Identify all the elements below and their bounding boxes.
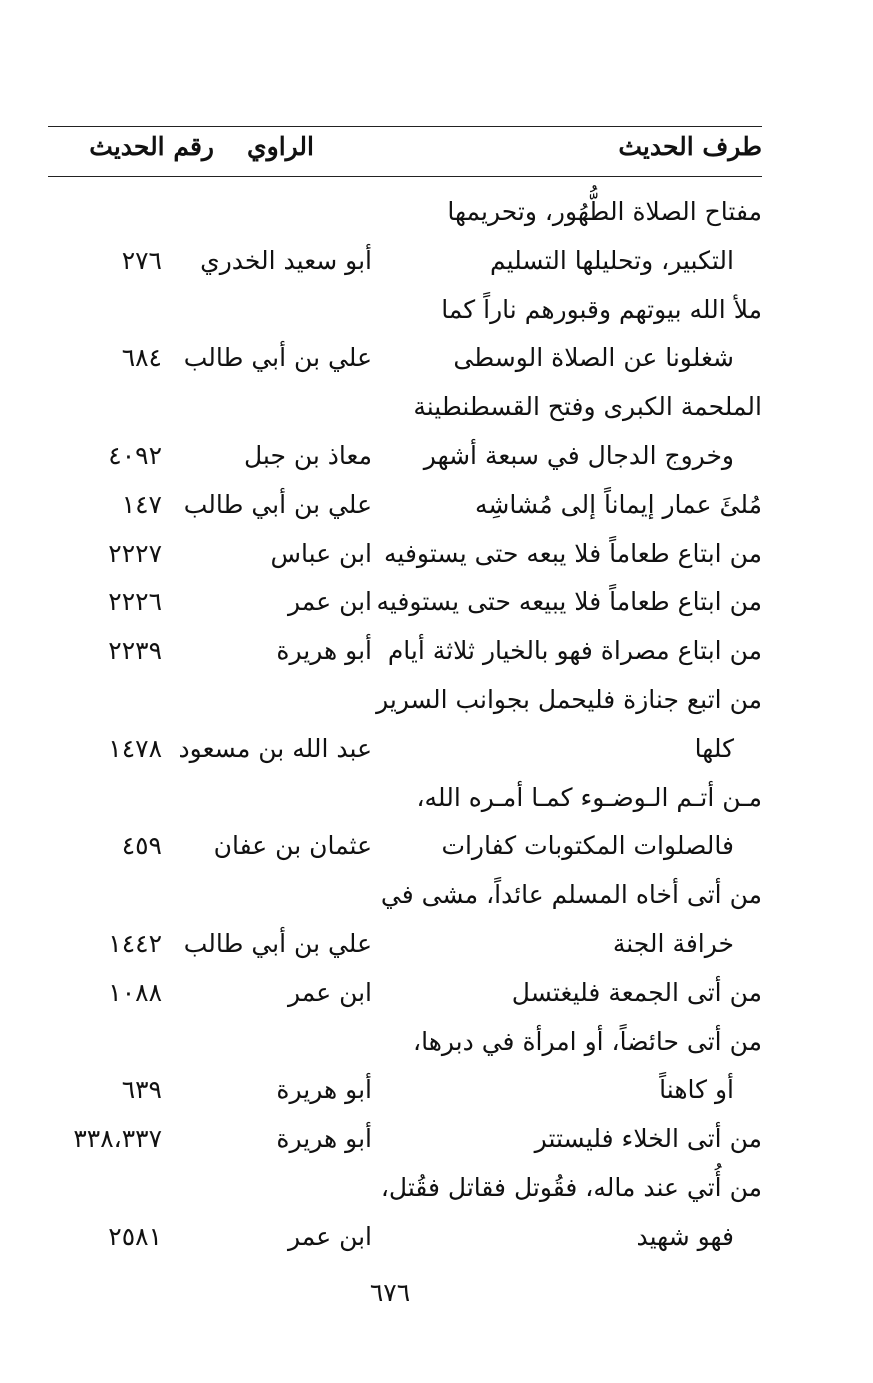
hadith-text: من أتى حائضاً، أو امرأة في دبرها، <box>413 1026 762 1056</box>
hadith-number: ٣٣٨،٣٣٧ <box>73 1124 162 1154</box>
header-number: رقم الحديث <box>89 132 214 161</box>
hadith-text: شغلونا عن الصلاة الوسطى <box>453 343 734 373</box>
table-row <box>48 188 762 237</box>
table-row <box>48 1164 762 1213</box>
narrator-name: أبو هريرة <box>276 636 372 666</box>
hadith-number: ١٠٨٨ <box>108 977 162 1007</box>
hadith-text: مـن أتـم الـوضـوء كمـا أمـره الله، <box>416 782 762 812</box>
hadith-number: ٢٥٨١ <box>108 1221 162 1251</box>
hadith-text: من أتى أخاه المسلم عائداً، مشى في <box>380 880 762 910</box>
table-row <box>48 1115 762 1164</box>
narrator-name: علي بن أبي طالب <box>183 928 372 958</box>
hadith-text: فهو شهيد <box>636 1221 734 1251</box>
hadith-text: وخروج الدجال في سبعة أشهر <box>423 440 734 470</box>
page-number: ٦٧٦ <box>369 1278 411 1307</box>
narrator-name: عبد الله بن مسعود <box>178 733 372 763</box>
hadith-number: ١٤٧ <box>121 489 162 519</box>
hadith-number: ٤٠٩٢ <box>108 440 162 470</box>
table-row <box>48 774 762 823</box>
table-row <box>48 871 762 920</box>
hadith-text: أو كاهناً <box>659 1075 734 1105</box>
header-rule <box>48 176 762 177</box>
narrator-name: علي بن أبي طالب <box>183 489 372 519</box>
table-row <box>48 481 762 530</box>
hadith-text: التكبير، وتحليلها التسليم <box>489 245 734 275</box>
hadith-index-table <box>48 188 762 1262</box>
hadith-text: من أتى الجمعة فليغتسل <box>511 977 762 1007</box>
table-row <box>48 1213 762 1262</box>
narrator-name: ابن عمر <box>287 977 372 1007</box>
narrator-name: ابن عمر <box>287 587 372 617</box>
narrator-name: علي بن أبي طالب <box>183 343 372 373</box>
hadith-number: ١٤٧٨ <box>108 733 162 763</box>
header-hadith: طرف الحديث <box>618 132 762 161</box>
hadith-text: من ابتاع مصراة فهو بالخيار ثلاثة أيام <box>387 636 762 666</box>
table-row <box>48 334 762 383</box>
narrator-name: أبو هريرة <box>276 1124 372 1154</box>
top-rule <box>48 126 762 127</box>
hadith-text: ملأ الله بيوتهم وقبورهم ناراً كما <box>441 294 762 324</box>
narrator-name: أبو هريرة <box>276 1075 372 1105</box>
narrator-name: معاذ بن جبل <box>243 440 372 470</box>
table-row <box>48 920 762 969</box>
table-row <box>48 578 762 627</box>
narrator-name: عثمان بن عفان <box>213 831 372 861</box>
table-row <box>48 530 762 579</box>
hadith-text: خرافة الجنة <box>612 928 734 958</box>
table-row <box>48 286 762 335</box>
hadith-text: مُلئَ عمار إيماناً إلى مُشاشِه <box>475 489 762 519</box>
hadith-number: ٢٢٣٩ <box>108 636 162 666</box>
table-row <box>48 1018 762 1067</box>
table-row <box>48 969 762 1018</box>
hadith-text: الملحمة الكبرى وفتح القسطنطينة <box>413 392 762 422</box>
hadith-text: مفتاح الصلاة الطُّهُور، وتحريمها <box>447 197 762 226</box>
table-row <box>48 676 762 725</box>
table-row <box>48 383 762 432</box>
hadith-number: ١٤٤٢ <box>108 928 162 958</box>
header-narrator: الراوي <box>247 132 314 161</box>
hadith-number: ٦٣٩ <box>121 1075 162 1105</box>
hadith-text: من أُتي عند ماله، فقُوتل فقاتل فقُتل، <box>380 1172 762 1202</box>
table-row <box>48 1066 762 1115</box>
table-row <box>48 725 762 774</box>
hadith-text: كلها <box>694 733 734 763</box>
table-row <box>48 822 762 871</box>
hadith-text: فالصلوات المكتوبات كفارات <box>441 831 734 861</box>
hadith-number: ٢٢٢٧ <box>108 538 162 568</box>
hadith-text: من ابتاع طعاماً فلا يبيعه حتى يستوفيه <box>376 587 762 617</box>
hadith-number: ٦٨٤ <box>121 343 162 373</box>
table-header <box>48 128 762 172</box>
table-row <box>48 237 762 286</box>
hadith-text: من اتبع جنازة فليحمل بجوانب السرير <box>376 684 762 714</box>
hadith-number: ٤٥٩ <box>121 831 162 861</box>
narrator-name: ابن عمر <box>287 1221 372 1251</box>
hadith-text: من ابتاع طعاماً فلا يبعه حتى يستوفيه <box>384 538 762 568</box>
table-row <box>48 627 762 676</box>
narrator-name: ابن عباس <box>270 538 372 568</box>
hadith-text: من أتى الخلاء فليستتر <box>534 1124 762 1154</box>
narrator-name: أبو سعيد الخدري <box>200 245 372 275</box>
table-row <box>48 432 762 481</box>
hadith-number: ٢٢٢٦ <box>108 587 162 617</box>
hadith-number: ٢٧٦ <box>121 245 162 275</box>
